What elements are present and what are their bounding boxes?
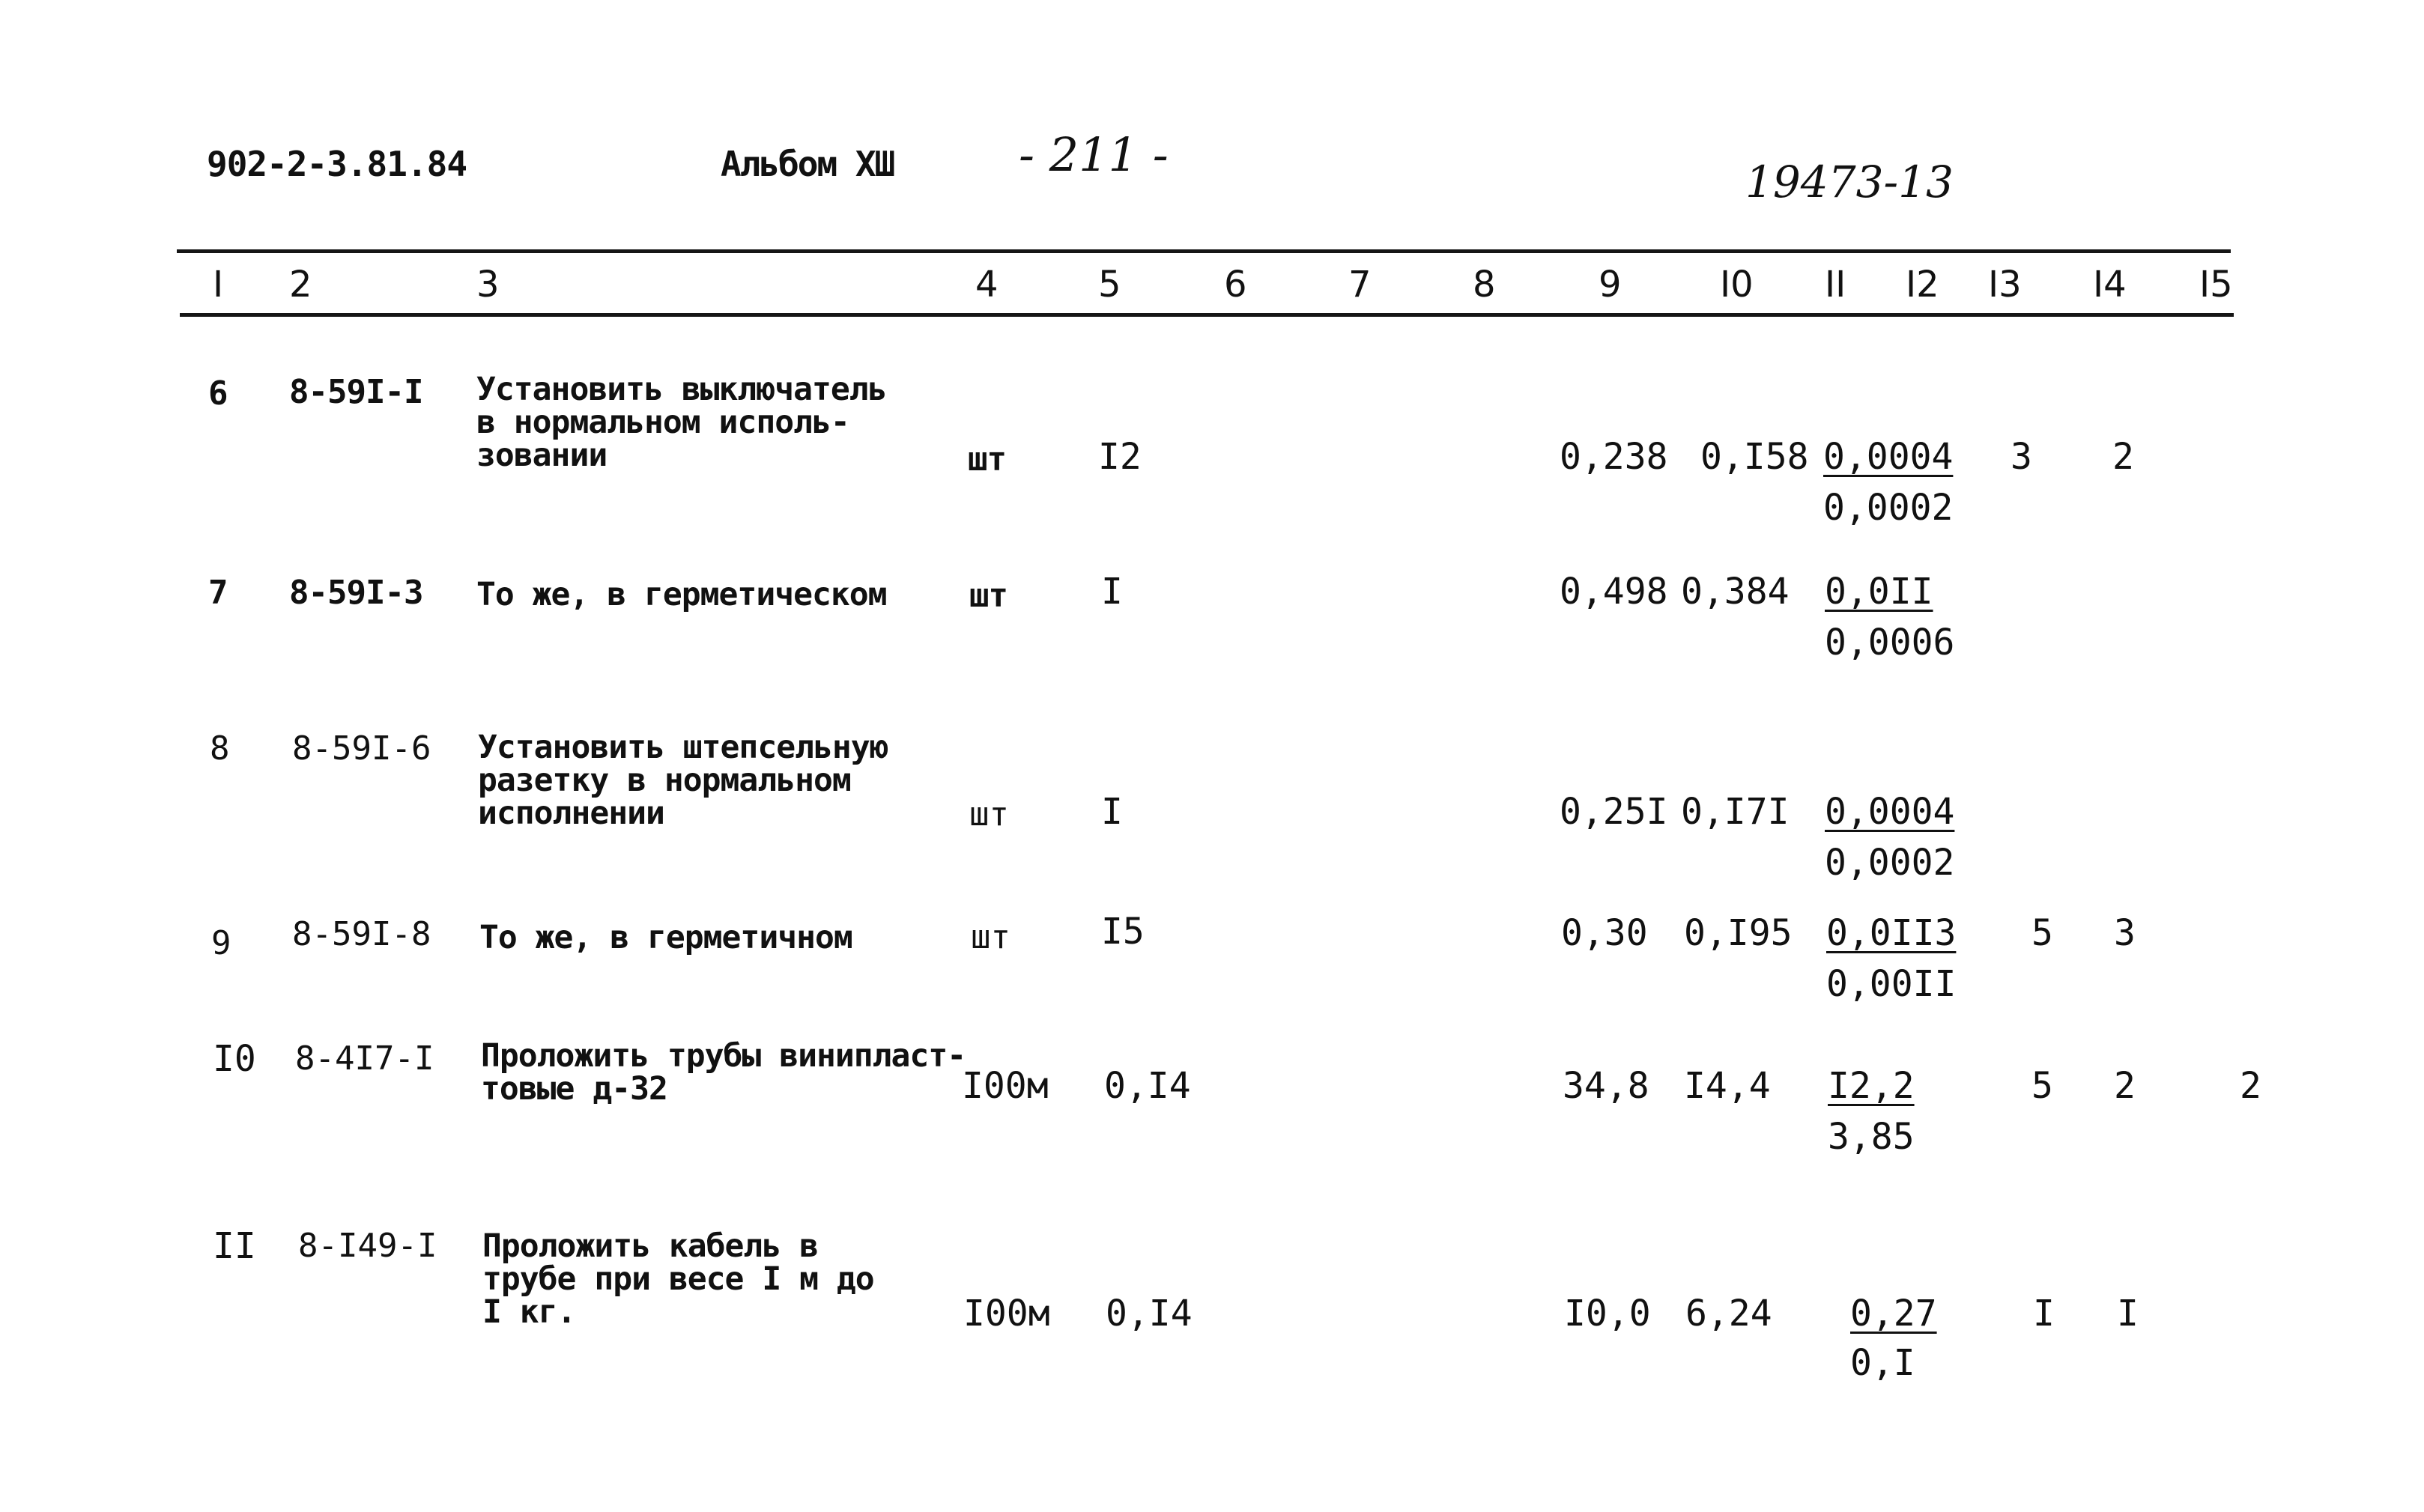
unit: I00м: [962, 1065, 1049, 1107]
row-number: 9: [211, 924, 231, 962]
column-10-value: 0,I58: [1700, 436, 1809, 478]
fraction-denominator: 0,0002: [1825, 842, 1955, 884]
row-number: 6: [208, 374, 228, 413]
norm-code: 8-59I-6: [292, 729, 431, 768]
fraction-numerator: 0,27: [1850, 1293, 1937, 1335]
table-header-bottom-rule: [180, 313, 2234, 317]
norm-code: 8-4I7-I: [295, 1039, 434, 1078]
column-header-15: I5: [2199, 264, 2233, 306]
work-description: Проложить кабель в трубе при весе I м до I кг.: [482, 1227, 874, 1331]
work-description: Проложить трубы винипласт- товые д-32: [481, 1037, 966, 1108]
work-description: Установить выключатель в нормальном исполь- зовании: [476, 371, 887, 474]
quantity: 0,I4: [1106, 1293, 1193, 1335]
unit: шт: [968, 440, 1006, 479]
row-number: II: [213, 1225, 256, 1267]
quantity: I: [1101, 571, 1123, 613]
unit: шт: [969, 577, 1008, 615]
fraction-numerator: 0,0II3: [1826, 912, 1957, 954]
column-header-3: 3: [476, 264, 500, 306]
row-number: I0: [213, 1038, 256, 1080]
column-9-value: I0,0: [1564, 1293, 1651, 1335]
column-header-10: I0: [1720, 264, 1754, 306]
column-13-value: 5: [2031, 1065, 2053, 1107]
norm-code: 8-I49-I: [298, 1227, 437, 1265]
quantity: I: [1101, 791, 1123, 833]
fraction-numerator: 0,0004: [1825, 791, 1955, 833]
work-description: То же, в герметичном: [479, 919, 852, 956]
column-10-value: 0,384: [1681, 571, 1790, 613]
table-top-rule: [177, 249, 2231, 253]
fraction-denominator: 0,0002: [1823, 487, 1954, 529]
column-header-12: I2: [1906, 264, 1939, 306]
column-header-11: II: [1825, 264, 1846, 306]
row-number: 7: [208, 574, 228, 612]
column-14-value: I: [2117, 1293, 2139, 1335]
album-label: Альбом XШ: [721, 144, 894, 184]
norm-code: 8-59I-I: [289, 373, 423, 411]
column-13-value: 3: [2011, 436, 2032, 478]
fraction-denominator: 0,00II: [1826, 963, 1957, 1005]
column-9-value: 0,30: [1561, 912, 1648, 954]
column-header-2: 2: [289, 264, 312, 306]
column-9-value: 0,498: [1560, 571, 1668, 613]
column-10-value: 0,I7I: [1681, 791, 1790, 833]
column-header-7: 7: [1348, 264, 1372, 306]
column-13-value: 5: [2031, 912, 2053, 954]
column-header-1: I: [213, 264, 224, 306]
row-number: 8: [210, 729, 230, 768]
quantity: I2: [1098, 436, 1142, 478]
document-code: 902-2-3.81.84: [207, 144, 467, 184]
unit: шт: [969, 795, 1009, 834]
fraction-numerator: 0,0II: [1825, 571, 1933, 613]
fraction-numerator: I2,2: [1828, 1065, 1915, 1107]
fraction-denominator: 0,0006: [1825, 622, 1955, 664]
column-header-4: 4: [975, 264, 999, 306]
column-14-value: 2: [2112, 436, 2134, 478]
column-14-value: 3: [2114, 912, 2136, 954]
column-9-value: 34,8: [1563, 1065, 1649, 1107]
work-description: Установить штепсельную разетку в нормальном исполнении: [478, 729, 888, 832]
page-number: - 211 -: [1019, 127, 1169, 182]
column-9-value: 0,25I: [1560, 791, 1668, 833]
column-header-14: I4: [2093, 264, 2127, 306]
column-header-6: 6: [1224, 264, 1247, 306]
fraction-denominator: 3,85: [1828, 1116, 1915, 1158]
fraction-numerator: 0,0004: [1823, 436, 1954, 478]
column-header-9: 9: [1599, 264, 1622, 306]
column-15-value: 2: [2240, 1065, 2261, 1107]
column-10-value: 0,I95: [1684, 912, 1793, 954]
column-10-value: 6,24: [1685, 1293, 1772, 1335]
unit: шт: [971, 918, 1010, 956]
norm-code: 8-59I-8: [292, 915, 431, 953]
unit: I00м: [963, 1293, 1050, 1335]
sheet-number: 19473-13: [1745, 157, 1954, 207]
norm-code: 8-59I-3: [289, 574, 423, 612]
work-description: То же, в герметическом: [476, 576, 887, 613]
quantity: 0,I4: [1104, 1065, 1191, 1107]
quantity: I5: [1101, 911, 1145, 953]
column-10-value: I4,4: [1684, 1065, 1771, 1107]
column-header-13: I3: [1988, 264, 2022, 306]
column-header-8: 8: [1473, 264, 1496, 306]
column-9-value: 0,238: [1560, 436, 1668, 478]
column-13-value: I: [2033, 1293, 2055, 1335]
column-header-5: 5: [1098, 264, 1121, 306]
fraction-denominator: 0,I: [1850, 1342, 1915, 1384]
column-14-value: 2: [2114, 1065, 2136, 1107]
